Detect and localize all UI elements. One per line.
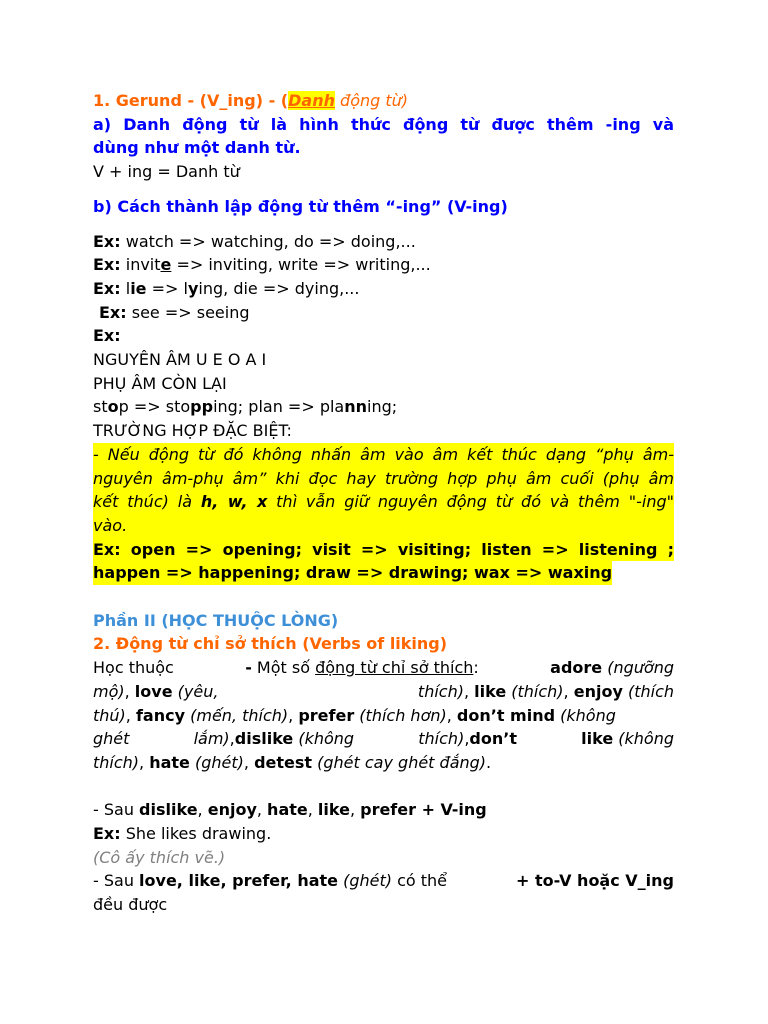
- ex-text: l: [120, 278, 131, 298]
- rule-after-verbs: [93, 798, 674, 822]
- liking-text: Học thuộc: [93, 658, 174, 678]
- liking-meaning: lắm): [193, 729, 230, 749]
- rule-text: kết thúc) là: [93, 492, 201, 512]
- ex-label: Ex:: [93, 255, 121, 275]
- verb-bold: like: [317, 800, 350, 820]
- ex-emphasis: nn: [344, 397, 367, 417]
- translation: (Cô ấy thích vẽ.): [93, 847, 226, 867]
- ex-text: watch => watching, do => doing,...: [120, 231, 416, 251]
- ex-emphasis: pp: [190, 397, 214, 417]
- verb-detest: detest: [254, 752, 313, 772]
- rule-sep: ,: [256, 800, 268, 820]
- ex-text: => l: [146, 278, 188, 298]
- verb-bold: dislike: [139, 800, 198, 820]
- liking-sep: ,: [464, 729, 470, 749]
- special-example-line-1: Ex: open => opening; visit => visiting; listen => listening ;: [93, 538, 674, 562]
- formation-heading: b) Cách thành lập động từ thêm “-ing” (V-ing): [93, 196, 508, 216]
- rule-text: có thể: [392, 871, 448, 891]
- verb-dont-mind: don’t mind: [456, 705, 556, 725]
- rule-text: - Sau: [93, 871, 140, 891]
- example-4: [93, 301, 674, 325]
- verb-love: love: [134, 681, 173, 701]
- liking-meaning: mộ): [93, 681, 125, 701]
- section-1-title: [93, 89, 674, 113]
- liking-sep: ,: [229, 729, 235, 749]
- verb-prefer: prefer: [298, 705, 355, 725]
- rule-to-v-or-ving-cont: đều được: [93, 895, 168, 915]
- verb-adore: adore: [550, 658, 603, 678]
- liking-meaning: thích): [417, 681, 464, 701]
- special-rule-block: [93, 443, 674, 538]
- special-case-heading: TRƯỜNG HỢP ĐẶC BIỆT:: [93, 421, 292, 441]
- rule-sep: ,: [349, 800, 361, 820]
- liking-line-5: [93, 751, 674, 775]
- rule-bold: + to-V hoặc V_ing: [516, 871, 674, 891]
- vowels-line: NGUYÊN ÂM U E O A I: [93, 350, 267, 370]
- document-content: [93, 89, 674, 917]
- example-3: [93, 277, 674, 301]
- rule-text: - Sau: [93, 800, 140, 820]
- rule-sep: ,: [197, 800, 208, 820]
- liking-meaning: thích): [93, 752, 140, 772]
- title-text-italic: động từ): [334, 91, 409, 110]
- ex-text: ing, die => dying,...: [198, 278, 360, 298]
- special-rule-line-1: - Nếu động từ đó không nhấn âm vào âm kết thúc dạng “phụ âm-: [93, 444, 674, 464]
- liking-text: Một số: [251, 658, 316, 678]
- liking-sep: ,: [463, 681, 475, 701]
- special-rule-line-2: nguyên âm-phụ âm” khi đọc hay trường hợp phụ âm cuối (phụ âm: [93, 468, 674, 488]
- verb-bold: hate: [267, 800, 308, 820]
- liking-meaning: (mến, thích): [185, 705, 289, 725]
- ex-emphasis: o: [107, 397, 119, 417]
- ex-text: st: [93, 397, 108, 417]
- ex-label: Ex:: [93, 231, 121, 251]
- verb-like: like: [474, 681, 507, 701]
- liking-meaning: thú): [93, 705, 126, 725]
- liking-meaning: (không: [555, 705, 616, 725]
- ex-text: => inviting, write => writing,...: [171, 255, 431, 275]
- ex-emphasis: e: [160, 255, 172, 275]
- liking-sep: .: [486, 752, 492, 772]
- definition-line-1: a) Danh động từ là hình thức động từ được thêm -ing và: [93, 114, 674, 134]
- liking-sep: ,: [124, 681, 135, 701]
- liking-sep: ,: [139, 752, 150, 772]
- liking-meaning: (thích): [506, 681, 564, 701]
- special-rule-line-4: vào.: [93, 515, 128, 535]
- liking-meaning: (thích: [622, 681, 674, 701]
- definition-line-2: dùng như một danh từ.: [93, 138, 301, 158]
- liking-text: :: [473, 658, 479, 678]
- example-5-label: Ex:: [93, 326, 121, 346]
- doubling-example: [93, 395, 674, 419]
- verb-dont: don’t: [469, 729, 517, 749]
- verb-like-neg: like: [581, 729, 614, 749]
- part-2-heading: Phần II (HỌC THUỘC LÒNG): [93, 610, 339, 630]
- liking-underlined: động từ chỉ sở thích: [315, 658, 474, 678]
- highlighted-word: Danh: [288, 91, 335, 110]
- liking-meaning: (ghét cay ghét đắng): [312, 752, 487, 772]
- verb-fancy: fancy: [135, 705, 186, 725]
- consonants-line: PHỤ ÂM CÒN LẠI: [93, 373, 227, 393]
- liking-meaning: (không: [613, 729, 674, 749]
- formula: V + ing = Danh từ: [93, 162, 240, 182]
- example-2: [93, 253, 674, 277]
- liking-line-3: [93, 704, 674, 728]
- liking-line-2: [93, 680, 674, 704]
- ex-text: see => seeing: [126, 302, 250, 322]
- liking-dash: -: [245, 658, 252, 678]
- liking-meaning: (ghét): [189, 752, 244, 772]
- rule-to-v-or-ving: [93, 869, 674, 893]
- verb-hate: hate: [149, 752, 190, 772]
- ex-text: ing;: [367, 397, 398, 417]
- verb-enjoy: enjoy: [573, 681, 623, 701]
- ex-emphasis: y: [187, 278, 199, 298]
- liking-sep: ,: [446, 705, 457, 725]
- special-rule-line-3: [93, 490, 674, 514]
- ex-label: Ex:: [93, 824, 121, 844]
- liking-sep: ,: [563, 681, 574, 701]
- ex-text: ing; plan => pla: [213, 397, 345, 417]
- example-she-likes: [93, 822, 674, 846]
- liking-meaning: ghét: [93, 729, 130, 749]
- rule-emphasis: h, w, x: [200, 492, 268, 512]
- liking-meaning: thích): [418, 729, 465, 749]
- special-example-line-2: happen => happening; draw => drawing; wax => waxing: [93, 561, 612, 585]
- liking-sep: ,: [125, 705, 136, 725]
- rule-meaning: (ghét): [338, 871, 392, 891]
- verb-dislike: dislike: [234, 729, 294, 749]
- liking-line-1: [93, 656, 674, 680]
- liking-sep: ,: [288, 705, 299, 725]
- ex-emphasis: ie: [130, 278, 147, 298]
- liking-sep: ,: [243, 752, 255, 772]
- ex-text: invit: [120, 255, 161, 275]
- liking-meaning: (ngưỡng: [602, 658, 674, 678]
- liking-line-4: [93, 727, 674, 751]
- liking-meaning: (yêu,: [172, 681, 219, 701]
- rule-sep: ,: [307, 800, 318, 820]
- ex-label: Ex:: [99, 302, 127, 322]
- ex-text: She likes drawing.: [120, 824, 272, 844]
- liking-meaning: (thích hơn): [354, 705, 447, 725]
- liking-meaning: (không: [293, 729, 355, 749]
- example-1: [93, 230, 674, 254]
- ex-text: p => sto: [118, 397, 191, 417]
- section-2-title: 2. Động từ chỉ sở thích (Verbs of liking): [93, 634, 448, 654]
- verb-bold: enjoy: [207, 800, 257, 820]
- ex-label: Ex:: [93, 278, 121, 298]
- title-text: 1. Gerund - (V_ing) - (: [93, 91, 289, 110]
- rule-text: thì vẫn giữ nguyên động từ đó và thêm "-ing": [267, 492, 675, 512]
- verb-bold: love, like, prefer, hate: [139, 871, 339, 891]
- verb-bold: prefer + V-ing: [360, 800, 487, 820]
